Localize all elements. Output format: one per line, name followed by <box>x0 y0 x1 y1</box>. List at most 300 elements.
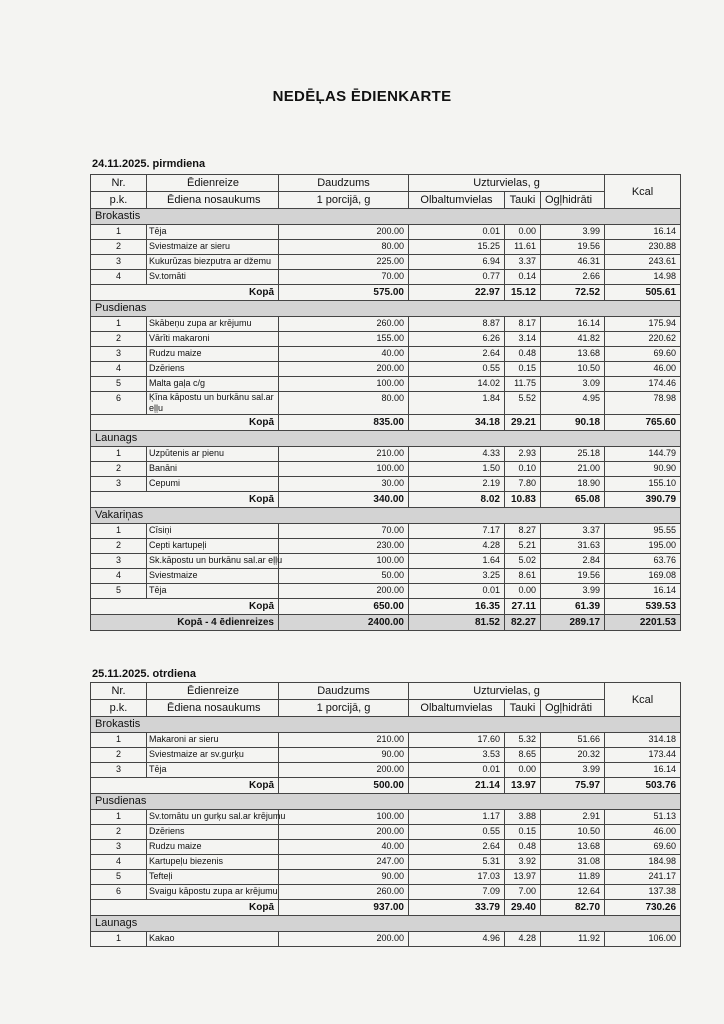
item-protein: 1.17 <box>409 810 505 825</box>
item-fat: 0.48 <box>505 347 541 362</box>
table-row <box>91 554 681 569</box>
item-kcal: 16.14 <box>605 225 681 240</box>
table-row <box>91 332 681 347</box>
item-quantity: 100.00 <box>279 377 409 392</box>
item-fat: 0.10 <box>505 462 541 477</box>
item-quantity: 70.00 <box>279 270 409 285</box>
meal-section-row <box>91 301 681 317</box>
item-carbs: 46.31 <box>541 255 605 270</box>
item-number: 2 <box>91 462 147 477</box>
item-name-text: Uzpūtenis ar pienu <box>149 448 225 458</box>
grand-total-protein: 81.52 <box>409 615 505 631</box>
item-carbs: 21.00 <box>541 462 605 477</box>
item-quantity: 230.00 <box>279 539 409 554</box>
total-protein: 33.79 <box>409 900 505 916</box>
grand-total-quantity: 2400.00 <box>279 615 409 631</box>
item-number: 5 <box>91 584 147 599</box>
total-quantity: 650.00 <box>279 599 409 615</box>
table-row <box>91 347 681 362</box>
item-number: 2 <box>91 539 147 554</box>
item-fat: 0.48 <box>505 840 541 855</box>
item-kcal: 46.00 <box>605 362 681 377</box>
item-quantity: 80.00 <box>279 392 409 415</box>
item-protein: 6.26 <box>409 332 505 347</box>
table-row <box>91 733 681 748</box>
item-protein: 0.55 <box>409 825 505 840</box>
total-carbs: 61.39 <box>541 599 605 615</box>
item-protein: 0.01 <box>409 763 505 778</box>
table-row <box>91 462 681 477</box>
total-row <box>91 599 681 615</box>
header-edienreize: Ēdienreize <box>147 683 279 700</box>
meal-section-row <box>91 209 681 225</box>
item-quantity: 100.00 <box>279 810 409 825</box>
item-name <box>147 270 279 285</box>
item-carbs: 11.92 <box>541 932 605 947</box>
item-fat: 11.75 <box>505 377 541 392</box>
header-nr: Nr. <box>91 175 147 192</box>
menu-table-day-1 <box>90 174 681 631</box>
item-name-text: Makaroni ar sieru <box>149 734 219 744</box>
item-quantity: 155.00 <box>279 332 409 347</box>
item-fat: 0.00 <box>505 225 541 240</box>
item-quantity: 200.00 <box>279 825 409 840</box>
item-name <box>147 554 283 569</box>
menu-table-day-2 <box>90 682 681 947</box>
header-row <box>91 700 681 717</box>
total-kcal: 390.79 <box>605 492 681 508</box>
item-name-text: Tēja <box>149 585 167 595</box>
item-name-text: Sv.tomāti <box>149 271 186 281</box>
table-row <box>91 317 681 332</box>
header-nr: Nr. <box>91 683 147 700</box>
total-protein: 8.02 <box>409 492 505 508</box>
table-row <box>91 885 681 900</box>
item-protein: 1.50 <box>409 462 505 477</box>
item-name <box>147 885 279 900</box>
item-name <box>147 763 279 778</box>
header-kcal: Kcal <box>605 175 681 209</box>
meal-section-row <box>91 717 681 733</box>
table-row <box>91 870 681 885</box>
total-row <box>91 415 681 431</box>
item-name-text: Ķīna kāpostu un burkānu sal.ar eļļu <box>149 392 274 413</box>
meal-section-row <box>91 431 681 447</box>
header-tauki: Tauki <box>505 192 541 209</box>
day-date: 24.11.2025. pirmdiena <box>92 158 206 170</box>
table-row <box>91 569 681 584</box>
item-quantity: 80.00 <box>279 240 409 255</box>
total-row <box>91 285 681 301</box>
header-pk: p.k. <box>91 192 147 209</box>
total-carbs: 72.52 <box>541 285 605 301</box>
item-kcal: 78.98 <box>605 392 681 415</box>
item-name-text: Dzēriens <box>149 826 185 836</box>
item-number: 3 <box>91 477 147 492</box>
item-carbs: 4.95 <box>541 392 605 415</box>
item-kcal: 230.88 <box>605 240 681 255</box>
item-kcal: 106.00 <box>605 932 681 947</box>
item-kcal: 314.18 <box>605 733 681 748</box>
item-name <box>147 377 279 392</box>
item-quantity: 200.00 <box>279 584 409 599</box>
item-carbs: 31.63 <box>541 539 605 554</box>
item-fat: 0.14 <box>505 270 541 285</box>
item-protein: 5.31 <box>409 855 505 870</box>
item-name-text: Sviestmaize ar sieru <box>149 241 231 251</box>
item-quantity: 30.00 <box>279 477 409 492</box>
item-protein: 0.01 <box>409 584 505 599</box>
item-kcal: 16.14 <box>605 584 681 599</box>
item-fat: 3.92 <box>505 855 541 870</box>
table-row <box>91 362 681 377</box>
total-row <box>91 492 681 508</box>
item-protein: 7.17 <box>409 524 505 539</box>
item-fat: 3.88 <box>505 810 541 825</box>
item-quantity: 100.00 <box>279 462 409 477</box>
total-protein: 34.18 <box>409 415 505 431</box>
item-fat: 0.15 <box>505 825 541 840</box>
item-carbs: 20.32 <box>541 748 605 763</box>
item-fat: 5.52 <box>505 392 541 415</box>
item-fat: 5.32 <box>505 733 541 748</box>
item-quantity: 200.00 <box>279 763 409 778</box>
item-kcal: 63.76 <box>605 554 681 569</box>
item-carbs: 16.14 <box>541 317 605 332</box>
page-title: NEDĒĻAS ĒDIENKARTE <box>272 88 452 105</box>
total-label: Kopā <box>91 492 279 508</box>
item-name-text: Sv.tomātu un gurķu sal.ar krējumu <box>149 811 286 821</box>
item-quantity: 210.00 <box>279 447 409 462</box>
header-daudzums: Daudzums <box>279 683 409 700</box>
item-name <box>147 225 279 240</box>
header-uzturvielas: Uzturvielas, g <box>409 175 605 192</box>
item-quantity: 225.00 <box>279 255 409 270</box>
item-carbs: 19.56 <box>541 240 605 255</box>
item-name <box>147 748 279 763</box>
grand-total-row <box>91 615 681 631</box>
item-quantity: 200.00 <box>279 225 409 240</box>
item-name-text: Sviestmaize <box>149 570 198 580</box>
item-name-text: Skābeņu zupa ar krējumu <box>149 318 252 328</box>
item-number: 3 <box>91 763 147 778</box>
item-number: 1 <box>91 733 147 748</box>
header-row <box>91 192 681 209</box>
item-carbs: 51.66 <box>541 733 605 748</box>
item-number: 1 <box>91 932 147 947</box>
header-porcija: 1 porcijā, g <box>279 700 409 717</box>
item-kcal: 16.14 <box>605 763 681 778</box>
item-quantity: 90.00 <box>279 748 409 763</box>
total-kcal: 505.61 <box>605 285 681 301</box>
item-carbs: 25.18 <box>541 447 605 462</box>
item-name-text: Sviestmaize ar sv.gurķu <box>149 749 244 759</box>
item-fat: 11.61 <box>505 240 541 255</box>
header-row <box>91 175 681 192</box>
item-kcal: 169.08 <box>605 569 681 584</box>
item-name <box>147 825 279 840</box>
header-edienreize: Ēdienreize <box>147 175 279 192</box>
item-name <box>147 810 286 825</box>
header-tauki: Tauki <box>505 700 541 717</box>
total-fat: 29.40 <box>505 900 541 916</box>
item-name-text: Malta gaļa c/g <box>149 378 206 388</box>
item-name <box>147 932 279 947</box>
table-row <box>91 584 681 599</box>
item-kcal: 95.55 <box>605 524 681 539</box>
total-quantity: 835.00 <box>279 415 409 431</box>
total-carbs: 65.08 <box>541 492 605 508</box>
item-carbs: 2.91 <box>541 810 605 825</box>
item-protein: 6.94 <box>409 255 505 270</box>
item-name <box>147 332 279 347</box>
day-date: 25.11.2025. otrdiena <box>92 668 196 680</box>
total-quantity: 340.00 <box>279 492 409 508</box>
item-protein: 17.03 <box>409 870 505 885</box>
item-quantity: 40.00 <box>279 840 409 855</box>
meal-section-label: Launags <box>91 431 681 447</box>
item-protein: 0.55 <box>409 362 505 377</box>
table-row <box>91 825 681 840</box>
item-quantity: 210.00 <box>279 733 409 748</box>
item-number: 5 <box>91 870 147 885</box>
item-name-text: Rudzu maize <box>149 841 202 851</box>
item-carbs: 10.50 <box>541 825 605 840</box>
item-carbs: 31.08 <box>541 855 605 870</box>
item-number: 2 <box>91 332 147 347</box>
total-carbs: 75.97 <box>541 778 605 794</box>
table-row <box>91 270 681 285</box>
item-protein: 15.25 <box>409 240 505 255</box>
item-carbs: 13.68 <box>541 840 605 855</box>
item-quantity: 247.00 <box>279 855 409 870</box>
item-protein: 7.09 <box>409 885 505 900</box>
item-protein: 4.96 <box>409 932 505 947</box>
item-fat: 3.37 <box>505 255 541 270</box>
item-number: 4 <box>91 362 147 377</box>
item-number: 4 <box>91 569 147 584</box>
item-number: 1 <box>91 447 147 462</box>
header-nosaukums: Ēdiena nosaukums <box>147 700 279 717</box>
item-fat: 3.14 <box>505 332 541 347</box>
item-fat: 8.27 <box>505 524 541 539</box>
table-row <box>91 447 681 462</box>
total-row <box>91 900 681 916</box>
item-fat: 8.61 <box>505 569 541 584</box>
header-pk: p.k. <box>91 700 147 717</box>
item-protein: 1.84 <box>409 392 505 415</box>
item-name-text: Tefteļi <box>149 871 173 881</box>
item-name <box>147 524 279 539</box>
header-daudzums: Daudzums <box>279 175 409 192</box>
grand-total-label: Kopā - 4 ēdienreizes <box>91 615 279 631</box>
item-name-text: Cīsiņi <box>149 525 172 535</box>
total-fat: 15.12 <box>505 285 541 301</box>
table-row <box>91 932 681 947</box>
item-number: 6 <box>91 885 147 900</box>
item-name <box>147 462 279 477</box>
table-row <box>91 255 681 270</box>
item-name <box>147 347 279 362</box>
item-number: 1 <box>91 317 147 332</box>
item-name <box>147 362 279 377</box>
item-name <box>147 870 279 885</box>
item-name-text: Cepumi <box>149 478 181 488</box>
total-fat: 29.21 <box>505 415 541 431</box>
table-row <box>91 748 681 763</box>
total-quantity: 500.00 <box>279 778 409 794</box>
item-number: 3 <box>91 554 147 569</box>
total-label: Kopā <box>91 778 279 794</box>
total-label: Kopā <box>91 599 279 615</box>
item-quantity: 40.00 <box>279 347 409 362</box>
item-fat: 8.65 <box>505 748 541 763</box>
table-row <box>91 810 681 825</box>
total-protein: 16.35 <box>409 599 505 615</box>
total-carbs: 82.70 <box>541 900 605 916</box>
item-carbs: 3.99 <box>541 225 605 240</box>
total-kcal: 730.26 <box>605 900 681 916</box>
item-name-text: Banāni <box>149 463 178 473</box>
header-porcija: 1 porcijā, g <box>279 192 409 209</box>
item-kcal: 69.60 <box>605 347 681 362</box>
meal-section-label: Brokastis <box>91 209 681 225</box>
header-olbaltumvielas: Olbaltumvielas <box>409 700 505 717</box>
item-quantity: 260.00 <box>279 317 409 332</box>
item-quantity: 90.00 <box>279 870 409 885</box>
item-name-text: Tēja <box>149 764 167 774</box>
item-quantity: 260.00 <box>279 885 409 900</box>
grand-total-carbs: 289.17 <box>541 615 605 631</box>
table-row <box>91 840 681 855</box>
item-name-text: Tēja <box>149 226 167 236</box>
item-carbs: 18.90 <box>541 477 605 492</box>
item-number: 4 <box>91 270 147 285</box>
item-fat: 0.00 <box>505 763 541 778</box>
item-name <box>147 255 279 270</box>
grand-total-kcal: 2201.53 <box>605 615 681 631</box>
item-kcal: 241.17 <box>605 870 681 885</box>
item-name <box>147 539 279 554</box>
item-name-text: Rudzu maize <box>149 348 202 358</box>
header-row <box>91 683 681 700</box>
item-name <box>147 855 279 870</box>
item-quantity: 200.00 <box>279 932 409 947</box>
total-kcal: 503.76 <box>605 778 681 794</box>
total-protein: 22.97 <box>409 285 505 301</box>
grand-total-fat: 82.27 <box>505 615 541 631</box>
item-name-text: Kukurūzas biezputra ar džemu <box>149 256 272 266</box>
item-carbs: 12.64 <box>541 885 605 900</box>
item-name <box>147 584 279 599</box>
meal-section-label: Pusdienas <box>91 794 681 810</box>
meal-section-row <box>91 916 681 932</box>
item-number: 1 <box>91 225 147 240</box>
item-fat: 13.97 <box>505 870 541 885</box>
table-row <box>91 524 681 539</box>
item-kcal: 184.98 <box>605 855 681 870</box>
item-protein: 3.53 <box>409 748 505 763</box>
item-name <box>147 392 279 415</box>
total-quantity: 575.00 <box>279 285 409 301</box>
item-carbs: 3.99 <box>541 763 605 778</box>
item-number: 1 <box>91 524 147 539</box>
meal-section-row <box>91 794 681 810</box>
item-carbs: 41.82 <box>541 332 605 347</box>
item-protein: 3.25 <box>409 569 505 584</box>
table-row <box>91 855 681 870</box>
item-name-text: Vārīti makaroni <box>149 333 210 343</box>
header-oglhidrati: Ogļhidrāti <box>541 192 605 209</box>
table-row <box>91 477 681 492</box>
item-number: 5 <box>91 377 147 392</box>
item-protein: 0.01 <box>409 225 505 240</box>
item-protein: 2.19 <box>409 477 505 492</box>
item-protein: 14.02 <box>409 377 505 392</box>
item-number: 3 <box>91 347 147 362</box>
item-name <box>147 240 279 255</box>
item-protein: 1.64 <box>409 554 505 569</box>
item-fat: 0.15 <box>505 362 541 377</box>
table-row <box>91 240 681 255</box>
total-kcal: 765.60 <box>605 415 681 431</box>
total-kcal: 539.53 <box>605 599 681 615</box>
item-fat: 7.00 <box>505 885 541 900</box>
item-kcal: 90.90 <box>605 462 681 477</box>
item-quantity: 100.00 <box>279 554 409 569</box>
meal-section-label: Pusdienas <box>91 301 681 317</box>
total-quantity: 937.00 <box>279 900 409 916</box>
item-carbs: 13.68 <box>541 347 605 362</box>
table-row <box>91 763 681 778</box>
item-name <box>147 447 279 462</box>
item-carbs: 11.89 <box>541 870 605 885</box>
item-fat: 5.02 <box>505 554 541 569</box>
item-carbs: 19.56 <box>541 569 605 584</box>
item-number: 4 <box>91 855 147 870</box>
item-protein: 4.33 <box>409 447 505 462</box>
item-kcal: 174.46 <box>605 377 681 392</box>
item-protein: 2.64 <box>409 347 505 362</box>
header-oglhidrati: Ogļhidrāti <box>541 700 605 717</box>
item-name-text: Cepti kartupeļi <box>149 540 207 550</box>
item-kcal: 69.60 <box>605 840 681 855</box>
item-kcal: 155.10 <box>605 477 681 492</box>
item-kcal: 173.44 <box>605 748 681 763</box>
item-carbs: 3.99 <box>541 584 605 599</box>
item-protein: 4.28 <box>409 539 505 554</box>
total-fat: 27.11 <box>505 599 541 615</box>
item-name-text: Dzēriens <box>149 363 185 373</box>
item-kcal: 220.62 <box>605 332 681 347</box>
meal-section-row <box>91 508 681 524</box>
item-kcal: 46.00 <box>605 825 681 840</box>
table-row <box>91 392 681 415</box>
item-fat: 5.21 <box>505 539 541 554</box>
total-fat: 10.83 <box>505 492 541 508</box>
item-name <box>147 569 279 584</box>
item-protein: 2.64 <box>409 840 505 855</box>
item-fat: 0.00 <box>505 584 541 599</box>
item-carbs: 3.37 <box>541 524 605 539</box>
item-name <box>147 477 279 492</box>
item-name-text: Sk.kāpostu un burkānu sal.ar eļļu <box>149 555 283 565</box>
total-carbs: 90.18 <box>541 415 605 431</box>
item-protein: 0.77 <box>409 270 505 285</box>
item-name <box>147 317 279 332</box>
item-kcal: 175.94 <box>605 317 681 332</box>
total-label: Kopā <box>91 285 279 301</box>
